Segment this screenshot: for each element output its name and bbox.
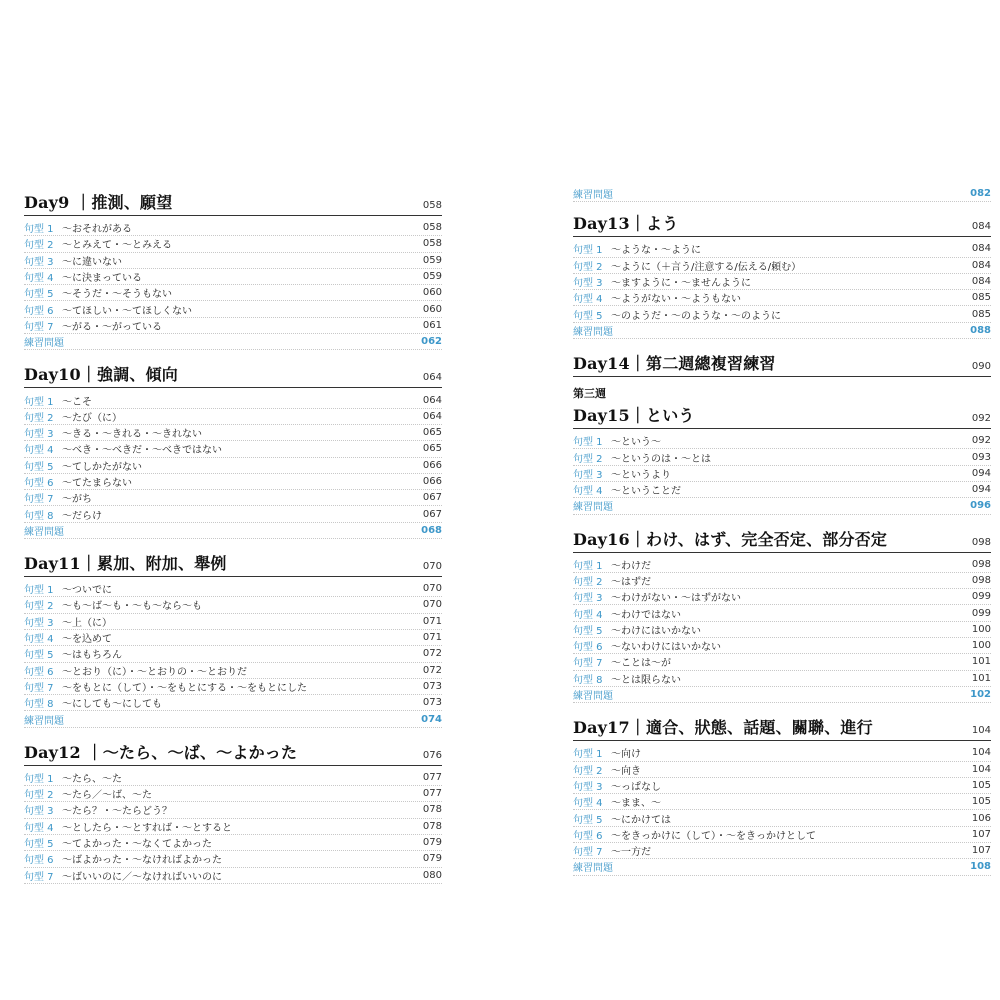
entry-label: 句型 5: [573, 310, 603, 322]
entry-text: 〜たら、〜た: [62, 773, 122, 785]
entry-label: 句型 8: [24, 699, 54, 711]
day-heading[interactable]: [573, 713, 991, 741]
entry-label: 句型 7: [24, 682, 54, 694]
exercise-entry[interactable]: [573, 498, 991, 514]
entry-label: 句型 3: [24, 617, 54, 629]
entry-text: 〜てたまらない: [62, 478, 132, 489]
exercise-entry[interactable]: [573, 323, 991, 339]
entry-text: 〜っぱなし: [611, 781, 661, 793]
entry-page-number: 065: [422, 427, 442, 439]
entry-label: 句型 7: [24, 494, 54, 506]
day-page-number: 098: [971, 536, 991, 548]
entry-page-number: 098: [971, 558, 991, 570]
entry-page-number: 080: [422, 869, 442, 881]
entry-text: 〜のようだ・〜のような・〜のように: [611, 310, 781, 322]
entry-label: 句型 3: [573, 781, 603, 793]
day-page-number: 064: [422, 372, 442, 384]
entry-text: 〜きる・〜きれる・〜きれない: [62, 429, 202, 441]
day-section: [24, 549, 442, 728]
toc-entry[interactable]: [573, 258, 991, 274]
exercise-page-number: 062: [421, 336, 442, 348]
exercise-label: 練習問題: [573, 863, 613, 875]
toc-entry[interactable]: [573, 810, 991, 826]
entry-label: 句型 5: [24, 650, 54, 662]
day-page-number: 070: [422, 561, 442, 573]
entry-label: 句型 4: [24, 634, 54, 646]
entry-page-number: 094: [971, 484, 991, 496]
entry-label: 句型 7: [24, 321, 54, 333]
entry-page-number: 078: [422, 804, 442, 816]
entry-page-number: 085: [971, 292, 991, 304]
toc-entry[interactable]: [573, 274, 991, 290]
entry-label: 句型 6: [573, 642, 603, 654]
entry-page-number: 064: [422, 394, 442, 406]
toc-entry[interactable]: [24, 851, 442, 867]
day-title: Day14｜第二週總複習練習: [573, 354, 776, 374]
entry-label: 句型 8: [573, 674, 603, 686]
entry-text: 〜も〜ば〜も・〜も〜なら〜も: [62, 601, 202, 613]
exercise-label: 練習問題: [573, 326, 613, 338]
toc-entry[interactable]: [24, 474, 442, 490]
entry-text: 〜がち: [62, 494, 92, 506]
toc-entry[interactable]: [573, 671, 991, 687]
day-section: [573, 525, 991, 704]
entry-label: 句型 1: [24, 585, 54, 597]
entry-label: 句型 2: [24, 790, 54, 802]
toc-entry[interactable]: [573, 778, 991, 794]
entry-page-number: 070: [422, 583, 442, 595]
toc-entry[interactable]: [24, 425, 442, 441]
entry-page-number: 059: [422, 254, 442, 266]
entry-text: 〜てほしい・〜てほしくない: [62, 305, 192, 317]
toc-entry[interactable]: [24, 253, 442, 269]
toc-left-column: [24, 188, 442, 894]
entry-text: 〜ないわけにはいかない: [611, 642, 721, 654]
entry-label: 句型 1: [24, 773, 54, 785]
entry-text: 〜ようがない・〜ようもない: [611, 294, 741, 306]
entry-page-number: 073: [422, 697, 442, 709]
day-title: Day12 ｜〜たら、〜ば、〜よかった: [24, 742, 298, 762]
entry-text: 〜に決まっている: [62, 273, 142, 285]
entry-text: 〜とは限らない: [611, 674, 681, 686]
entry-label: 句型 5: [24, 289, 54, 301]
exercise-page-number: 096: [970, 500, 991, 512]
entry-label: 句型 2: [573, 577, 603, 588]
exercise-entry[interactable]: [24, 523, 442, 539]
entry-label: 句型 2: [573, 765, 603, 777]
toc-entry[interactable]: [24, 318, 442, 334]
entry-text: 〜というのは・〜とは: [611, 453, 711, 465]
entry-text: 〜とおり（に）・〜とおりの・〜とおりだ: [62, 666, 247, 678]
day-heading[interactable]: [24, 188, 442, 216]
toc-entry[interactable]: [24, 786, 442, 802]
exercise-page-number: 082: [970, 188, 991, 200]
entry-label: 句型 7: [24, 871, 54, 883]
entry-text: 〜ような・〜ように: [611, 245, 701, 257]
entry-page-number: 065: [422, 443, 442, 455]
entry-text: 〜をもとに（して）・〜をもとにする・〜をもとにした: [62, 682, 307, 694]
entry-page-number: 060: [422, 303, 442, 315]
entry-page-number: 099: [971, 591, 991, 603]
exercise-label: 練習問題: [573, 691, 613, 703]
entry-page-number: 093: [971, 451, 991, 463]
toc-entry[interactable]: [573, 843, 991, 859]
exercise-page-number: 102: [970, 689, 991, 701]
toc-entry[interactable]: [24, 458, 442, 474]
entry-page-number: 077: [422, 788, 442, 800]
entry-text: 〜をきっかけに（して）・〜をきっかけとして: [611, 830, 816, 842]
entry-page-number: 072: [422, 648, 442, 660]
entry-page-number: 101: [971, 656, 991, 668]
entry-label: 句型 7: [573, 847, 603, 859]
entry-page-number: 105: [971, 779, 991, 791]
toc-entry[interactable]: [24, 392, 442, 408]
toc-entry[interactable]: [573, 654, 991, 670]
entry-label: 句型 3: [573, 469, 603, 481]
exercise-page-number: 108: [970, 861, 991, 873]
entry-text: 〜ますように・〜ませんように: [611, 278, 751, 290]
day-page-number: 104: [971, 725, 991, 737]
toc-entry[interactable]: [24, 868, 442, 884]
entry-text: 〜べき・〜べきだ・〜べきではない: [62, 445, 222, 457]
toc-entry[interactable]: [573, 638, 991, 654]
toc-entry[interactable]: [573, 482, 991, 498]
entry-text: 〜てよかった・〜なくてよかった: [62, 839, 212, 851]
day-section: [24, 360, 442, 539]
entry-page-number: 100: [971, 623, 991, 635]
entry-text: 〜わけがない・〜はずがない: [611, 593, 741, 605]
day-heading[interactable]: [573, 209, 991, 237]
toc-entry[interactable]: [24, 835, 442, 851]
entry-label: 句型 5: [573, 625, 603, 637]
entry-label: 句型 5: [573, 814, 603, 826]
entry-label: 句型 2: [24, 240, 54, 252]
entry-label: 句型 2: [24, 601, 54, 613]
day-title: Day15｜という: [573, 406, 695, 426]
toc-entry[interactable]: [573, 557, 991, 573]
day-page-number: 090: [971, 361, 991, 373]
day-section: [573, 713, 991, 875]
entry-label: 句型 4: [24, 273, 54, 285]
entry-page-number: 079: [422, 837, 442, 849]
entry-label: 句型 3: [24, 256, 54, 268]
entry-text: 〜向き: [611, 765, 641, 777]
exercise-page-number: 074: [421, 713, 442, 725]
entry-page-number: 058: [422, 238, 442, 250]
entry-text: 〜はずだ: [611, 577, 651, 588]
toc-entry[interactable]: [573, 745, 991, 761]
entry-label: 句型 2: [573, 453, 603, 465]
entry-label: 句型 3: [24, 429, 54, 441]
entry-text: 〜ように（＋言う/注意する/伝える/頼む）: [611, 261, 802, 273]
entry-label: 句型 5: [24, 461, 54, 473]
day-page-number: 058: [422, 200, 442, 211]
entry-page-number: 107: [971, 845, 991, 857]
entry-label: 句型 3: [24, 806, 54, 818]
toc-entry[interactable]: [573, 589, 991, 605]
toc-entry[interactable]: [24, 819, 442, 835]
entry-page-number: 070: [422, 599, 442, 611]
entry-page-number: 104: [971, 763, 991, 775]
entry-label: 句型 4: [573, 798, 603, 810]
day-title: Day9 ｜推測、願望: [24, 193, 173, 212]
entry-page-number: 060: [422, 287, 442, 299]
entry-text: 〜だらけ: [62, 510, 102, 522]
entry-page-number: 099: [971, 607, 991, 619]
day-section: [573, 387, 991, 514]
toc-right-column: [573, 186, 991, 886]
toc-entry[interactable]: [24, 409, 442, 425]
entry-text: 〜わけではない: [611, 609, 681, 621]
toc-entry[interactable]: [24, 581, 442, 597]
entry-page-number: 085: [971, 308, 991, 320]
entry-page-number: 072: [422, 664, 442, 676]
day-heading[interactable]: [24, 549, 442, 577]
entry-label: 句型 4: [573, 486, 603, 498]
exercise-label: 練習問題: [573, 502, 613, 514]
entry-page-number: 084: [971, 276, 991, 288]
entry-text: 〜こそ: [62, 396, 92, 408]
entry-page-number: 064: [422, 410, 442, 422]
entry-label: 句型 1: [573, 245, 603, 257]
entry-text: 〜にしても〜にしても: [62, 699, 162, 711]
entry-text: 〜たら／〜ば、〜た: [62, 790, 152, 802]
entry-label: 句型 1: [24, 396, 54, 408]
entry-page-number: 105: [971, 796, 991, 808]
exercise-entry[interactable]: [573, 186, 991, 202]
exercise-entry[interactable]: [573, 859, 991, 875]
entry-page-number: 077: [422, 771, 442, 783]
entry-text: 〜上（に）: [62, 617, 112, 629]
entry-text: 〜という〜: [611, 437, 661, 449]
exercise-label: 練習問題: [24, 715, 64, 727]
toc-entry[interactable]: [24, 236, 442, 252]
toc-entry[interactable]: [573, 605, 991, 621]
entry-text: 〜わけだ: [611, 560, 651, 572]
entry-text: 〜がる・〜がっている: [62, 321, 162, 333]
entry-text: 〜向け: [611, 749, 641, 761]
day-heading[interactable]: [573, 349, 991, 377]
toc-entry[interactable]: [24, 646, 442, 662]
toc-entry[interactable]: [573, 433, 991, 449]
entry-label: 句型 1: [24, 224, 54, 236]
entry-page-number: 058: [422, 222, 442, 234]
entry-text: 〜わけにはいかない: [611, 625, 701, 637]
toc-entry[interactable]: [573, 290, 991, 306]
day-section: [573, 349, 991, 377]
day-page-number: 084: [971, 221, 991, 233]
entry-label: 句型 1: [573, 560, 603, 572]
entry-page-number: 092: [971, 435, 991, 447]
entry-text: 〜ばいいのに／〜なければいいのに: [62, 871, 222, 883]
entry-label: 句型 3: [573, 593, 603, 605]
entry-text: 〜まま、〜: [611, 798, 661, 810]
entry-label: 句型 6: [573, 830, 603, 842]
toc-entry[interactable]: [24, 269, 442, 285]
entry-label: 句型 6: [24, 478, 54, 489]
entry-page-number: 071: [422, 632, 442, 644]
day-title: Day17｜適合、狀態、話題、關聯、進行: [573, 718, 873, 738]
day-title: Day16｜わけ、はず、完全否定、部分否定: [573, 529, 888, 549]
day-heading[interactable]: [24, 360, 442, 388]
toc-entry[interactable]: [24, 490, 442, 506]
toc-entry[interactable]: [573, 762, 991, 778]
entry-page-number: 084: [971, 243, 991, 255]
entry-label: 句型 1: [573, 437, 603, 449]
entry-label: 句型 2: [24, 412, 54, 424]
toc-entry[interactable]: [573, 827, 991, 843]
exercise-page-number: 068: [421, 524, 442, 536]
entry-text: 〜たび（に）: [62, 412, 122, 424]
entry-page-number: 067: [422, 508, 442, 520]
entry-text: 〜てしかたがない: [62, 461, 142, 473]
entry-page-number: 084: [971, 259, 991, 271]
toc-entry[interactable]: [24, 802, 442, 818]
entry-text: 〜一方だ: [611, 847, 651, 859]
toc-entry[interactable]: [573, 241, 991, 257]
day-heading[interactable]: [24, 738, 442, 766]
entry-label: 句型 7: [573, 658, 603, 670]
entry-text: 〜ことは〜が: [611, 658, 671, 670]
entry-page-number: 104: [971, 747, 991, 759]
day-page-number: 092: [971, 413, 991, 425]
toc-entry[interactable]: [24, 285, 442, 301]
entry-page-number: 061: [422, 319, 442, 331]
toc-entry[interactable]: [573, 794, 991, 810]
entry-label: 句型 6: [24, 305, 54, 317]
entry-text: 〜としたら・〜とすれば・〜とすると: [62, 822, 232, 834]
entry-text: 〜とみえて・〜とみえる: [62, 240, 172, 252]
toc-entry[interactable]: [24, 301, 442, 317]
toc-entry[interactable]: [24, 630, 442, 646]
entry-text: 〜おそれがある: [62, 224, 132, 236]
day-heading[interactable]: [573, 525, 991, 553]
exercise-label: 練習問題: [24, 338, 64, 350]
toc-entry[interactable]: [24, 770, 442, 786]
entry-page-number: 100: [971, 640, 991, 652]
entry-page-number: 094: [971, 467, 991, 479]
entry-page-number: 107: [971, 828, 991, 840]
toc-entry[interactable]: [573, 466, 991, 482]
entry-text: 〜を込めて: [62, 634, 112, 646]
entry-page-number: 078: [422, 820, 442, 832]
toc-entry[interactable]: [24, 663, 442, 679]
entry-text: 〜たら？・〜たらどう？: [62, 806, 172, 818]
entry-label: 句型 3: [573, 278, 603, 290]
day-section: [24, 738, 442, 884]
toc-entry[interactable]: [573, 449, 991, 465]
exercise-page-number: 088: [970, 324, 991, 336]
entry-page-number: 071: [422, 615, 442, 627]
entry-label: 句型 6: [24, 666, 54, 678]
toc-entry[interactable]: [573, 306, 991, 322]
entry-label: 句型 4: [24, 445, 54, 457]
exercise-entry[interactable]: [573, 687, 991, 703]
entry-text: 〜ついでに: [62, 585, 112, 597]
week-label: 第三週: [573, 387, 606, 401]
exercise-entry[interactable]: [24, 334, 442, 350]
entry-page-number: 059: [422, 271, 442, 283]
day-section: [24, 188, 442, 350]
entry-text: 〜ということだ: [611, 486, 681, 498]
entry-label: 句型 1: [573, 749, 603, 761]
entry-text: 〜はもちろん: [62, 650, 122, 662]
exercise-label: 練習問題: [24, 526, 64, 538]
entry-page-number: 067: [422, 492, 442, 504]
entry-text: 〜に違いない: [62, 256, 122, 268]
day-heading[interactable]: [573, 401, 991, 429]
entry-page-number: 079: [422, 853, 442, 865]
entry-page-number: 073: [422, 680, 442, 692]
entry-label: 句型 4: [573, 609, 603, 621]
day-title: Day13｜よう: [573, 214, 679, 234]
exercise-label: 練習問題: [573, 190, 613, 202]
toc-entry[interactable]: [24, 695, 442, 711]
entry-label: 句型 2: [573, 261, 603, 273]
toc-entry[interactable]: [24, 441, 442, 457]
entry-label: 句型 8: [24, 510, 54, 522]
entry-text: 〜そうだ・〜そうもない: [62, 289, 172, 301]
toc-entry[interactable]: [573, 573, 991, 589]
entry-label: 句型 6: [24, 855, 54, 867]
entry-label: 句型 4: [24, 822, 54, 834]
toc-entry[interactable]: [24, 679, 442, 695]
entry-page-number: 106: [971, 812, 991, 824]
toc-entry[interactable]: [24, 597, 442, 613]
entry-text: 〜というより: [611, 469, 671, 481]
entry-text: 〜ばよかった・〜なければよかった: [62, 855, 222, 867]
toc-entry[interactable]: [24, 614, 442, 630]
entry-page-number: 066: [422, 459, 442, 471]
exercise-entry[interactable]: [24, 711, 442, 727]
toc-entry[interactable]: [573, 622, 991, 638]
day-page-number: 076: [422, 749, 442, 761]
day-section: [573, 209, 991, 339]
entry-page-number: 101: [971, 672, 991, 684]
entry-text: 〜にかけては: [611, 814, 671, 826]
entry-label: 句型 5: [24, 839, 54, 851]
day-title: Day11｜累加、附加、舉例: [24, 554, 227, 574]
entry-page-number: 098: [971, 575, 991, 586]
day-title: Day10｜強調、傾向: [24, 365, 179, 385]
toc-entry[interactable]: [24, 506, 442, 522]
entry-page-number: 066: [422, 476, 442, 487]
toc-entry[interactable]: [24, 220, 442, 236]
entry-label: 句型 4: [573, 294, 603, 306]
